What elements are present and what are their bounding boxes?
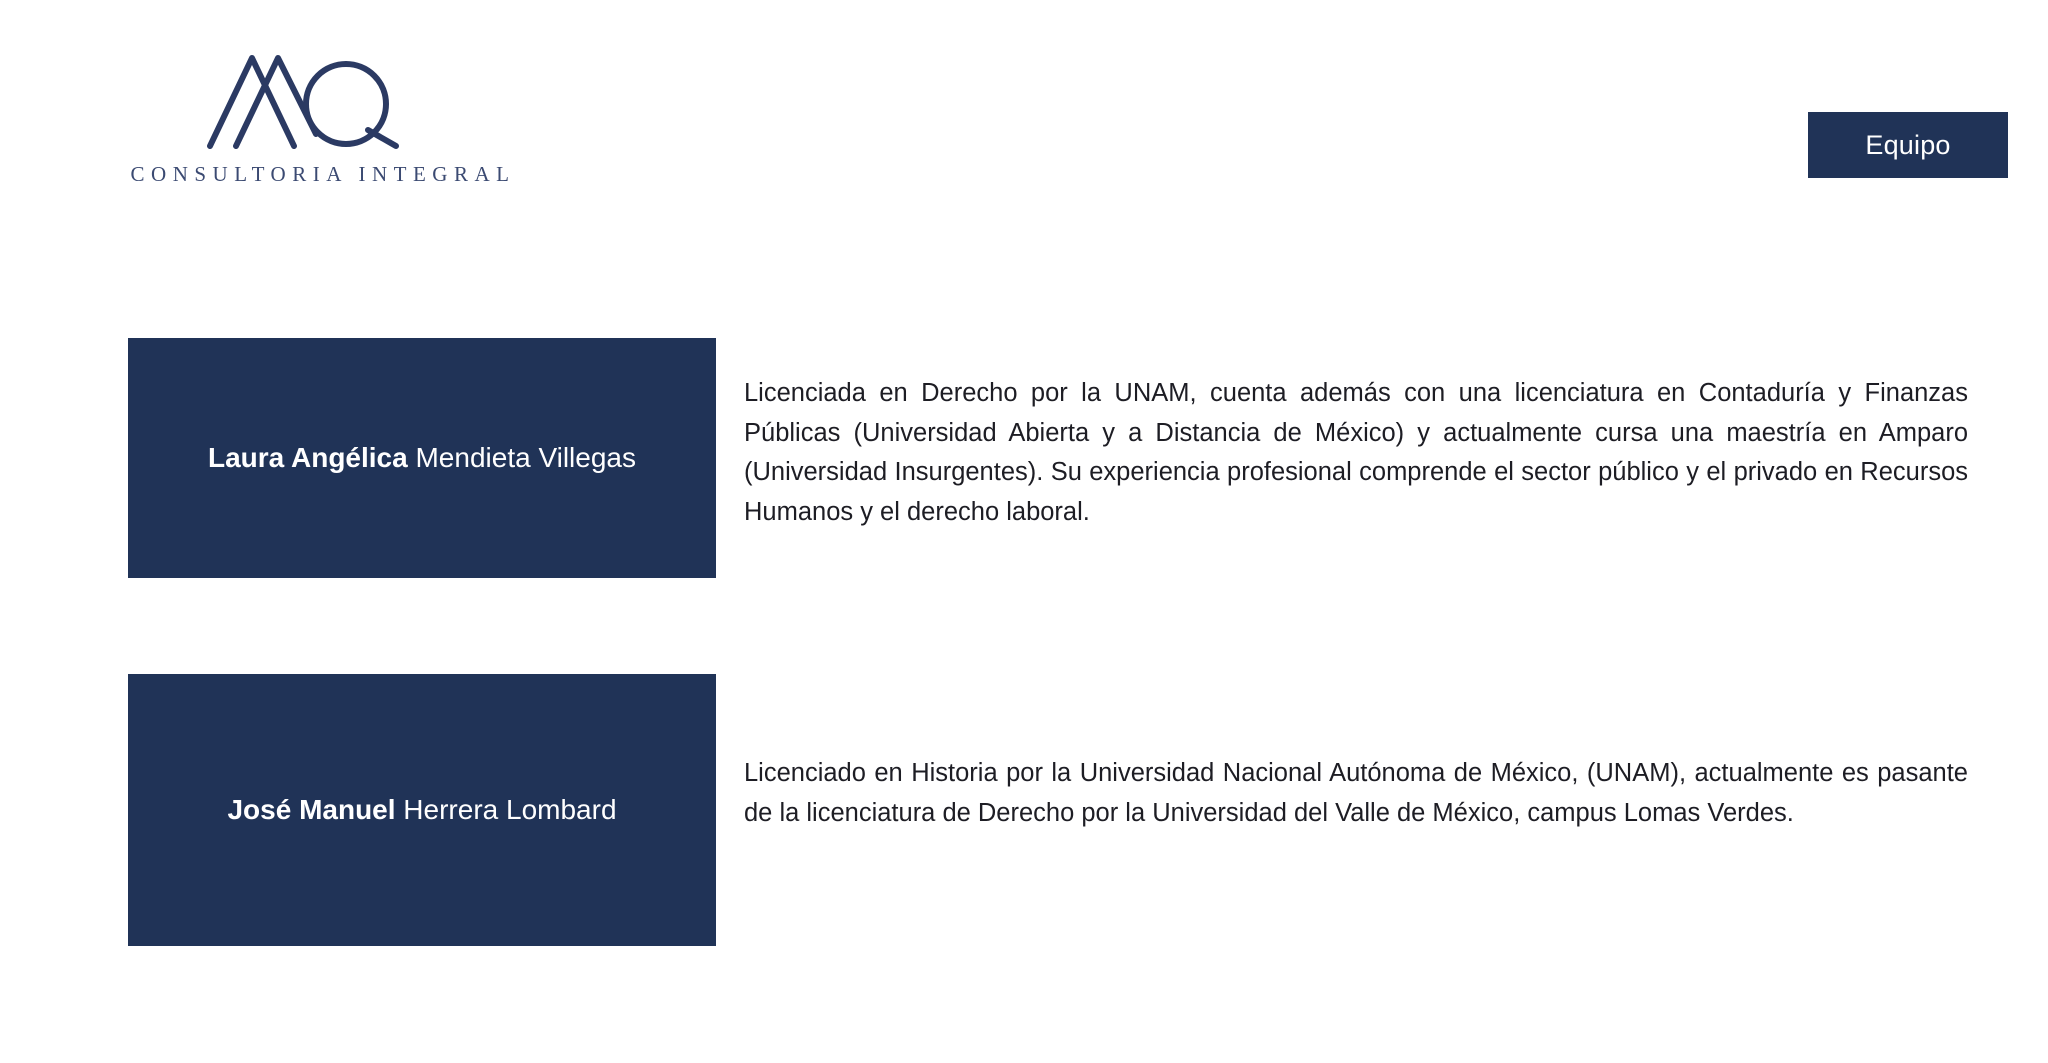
member-name [227, 793, 616, 827]
member-last-name: Mendieta Villegas [407, 442, 636, 474]
mq-monogram-icon [196, 42, 406, 152]
member-first-name: Laura Angélica [208, 442, 408, 474]
member-name [208, 441, 636, 475]
section-tag-label: Equipo [1865, 129, 1951, 160]
member-bio: Licenciado en Historia por la Universidad Nacional Autónoma de México, (UNAM), actualmente es pasante de la licenciatura de Derecho por la Universidad del Valle de México, campus Lomas Verdes. [744, 759, 1968, 827]
section-tag-equipo [1808, 112, 2008, 178]
brand-wordmark: CONSULTORIA INTEGRAL [130, 162, 516, 186]
brand-logo [128, 42, 518, 187]
member-bio: Licenciada en Derecho por la UNAM, cuenta además con una licenciatura en Contaduría y Finanzas Públicas (Universidad Abierta y a Distancia de México) y actualmente cursa una maestría en Amparo (Universidad Insurgentes). Su experiencia profesional comprende el sector público y el privado en Recursos Humanos y el derecho laboral. [744, 379, 1968, 526]
member-last-name: Herrera Lombard [395, 794, 617, 826]
member-first-name: José Manuel [227, 794, 396, 826]
member-name-card [128, 338, 716, 578]
member-name-card [128, 674, 716, 946]
